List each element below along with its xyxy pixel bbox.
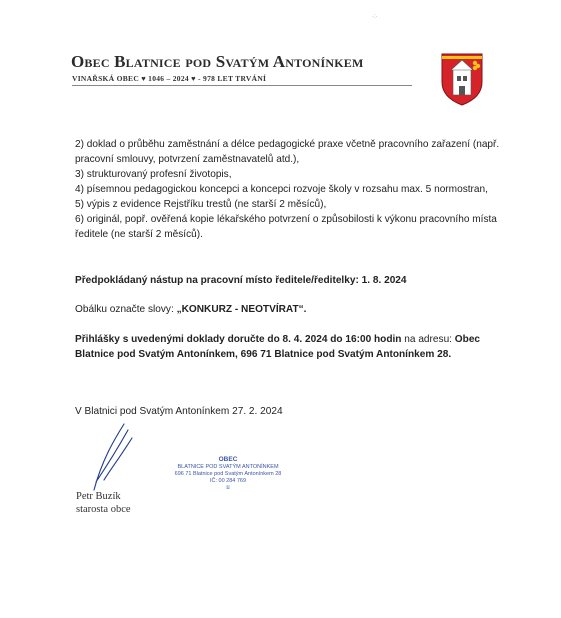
- submission-deadline: Přihlášky s uvedenými doklady doručte do 8. 4. 2024 do 16:00 hodin: [75, 334, 402, 345]
- requirement-line: ředitele (ne starší 2 měsíců).: [75, 229, 203, 240]
- submission-connector: na adresu:: [401, 334, 455, 345]
- requirement-line: 5) výpis z evidence Rejstříku trestů (ne starší 2 měsíců),: [75, 199, 327, 210]
- requirements-list: [75, 137, 505, 242]
- submission-address: Blatnice pod Svatým Antonínkem, 696 71 Blatnice pod Svatým Antonínkem 28.: [75, 349, 452, 360]
- stamp-line: 696 71 Blatnice pod Svatým Antonínkem 28: [174, 471, 282, 477]
- stamp-line: BLATNICE POD SVATÝM ANTONÍNKEM: [177, 464, 279, 470]
- requirement-line: 2) doklad o průběhu zaměstnání a délce pedagogické praxe včetně pracovního zařazení (např.: [75, 139, 500, 150]
- signer-name: Petr Buzík: [76, 491, 121, 502]
- signer-block: [76, 490, 131, 516]
- stamp-line: IČ: 00 284 769: [209, 478, 247, 484]
- envelope-prefix: Obálku označte slovy:: [75, 304, 177, 315]
- requirement-line: 6) originál, popř. ověřená kopie lékařského potvrzení o způsobilosti k výkonu pracovního místa: [75, 214, 497, 225]
- submission-address-start: Obec: [454, 334, 481, 345]
- requirement-line: 4) písemnou pedagogickou koncepci a koncepci rozvoje školy v rozsahu max. 5 normostran,: [75, 184, 488, 195]
- requirement-line: 3) strukturovaný profesní životopis,: [75, 169, 232, 180]
- stamp-line: ①: [225, 485, 231, 491]
- scan-speck: ·:·: [372, 14, 378, 20]
- envelope-instruction: [75, 302, 505, 317]
- requirement-line: pracovní smlouvy, potvrzení zaměstnavatelů atd.),: [75, 154, 300, 165]
- official-stamp: [158, 455, 298, 492]
- handwritten-signature: [84, 420, 144, 495]
- signer-title: starosta obce: [76, 504, 131, 515]
- start-date-notice: Předpokládaný nástup na pracovní místo ředitele/ředitelky: 1. 8. 2024: [75, 275, 407, 286]
- place-and-date: V Blatnici pod Svatým Antonínkem 27. 2. 2024: [75, 406, 283, 417]
- municipality-title: Obec Blatnice pod Svatým Antonínkem: [71, 52, 364, 71]
- coat-of-arms-icon: [440, 52, 484, 106]
- submission-notice: [75, 332, 505, 362]
- municipality-subtitle: VINAŘSKÁ OBEC ♥ 1046 – 2024 ♥ - 978 LET TRVÁNÍ: [72, 74, 267, 83]
- header-divider: [72, 85, 412, 86]
- envelope-label: „KONKURZ - NEOTVÍRAT“.: [176, 304, 307, 315]
- stamp-line: OBEC: [218, 456, 238, 463]
